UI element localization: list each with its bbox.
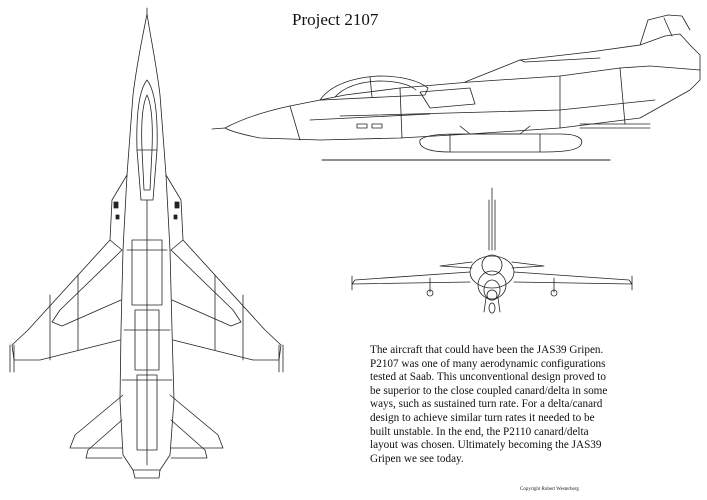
description-line: tested at Saab. This unconventional design proved to bbox=[370, 371, 606, 384]
drawing-title: Project 2107 bbox=[292, 10, 379, 29]
description-line: design to achieve similar turn rates it needed to be bbox=[370, 411, 595, 424]
description-line: layout was chosen. Ultimately becoming the JAS39 bbox=[370, 439, 602, 452]
front-view-aircraft bbox=[352, 188, 632, 313]
side-view-aircraft bbox=[212, 15, 700, 160]
description-line: be superior to the close coupled canard/delta in some bbox=[370, 384, 608, 397]
description-line: Gripen we see today. bbox=[370, 452, 464, 465]
description-text bbox=[370, 344, 670, 466]
description-line: built unstable. In the end, the P2110 canard/delta bbox=[370, 425, 589, 438]
copyright-notice: Copyright Robert Westerberg bbox=[520, 487, 579, 492]
description-line: P2107 was one of many aerodynamic configurations bbox=[370, 357, 606, 370]
top-view-aircraft bbox=[10, 8, 283, 478]
description-line: ways, such as sustained turn rate. For a delta/canard bbox=[370, 398, 603, 411]
description-line: The aircraft that could have been the JAS39 Gripen. bbox=[370, 344, 604, 356]
